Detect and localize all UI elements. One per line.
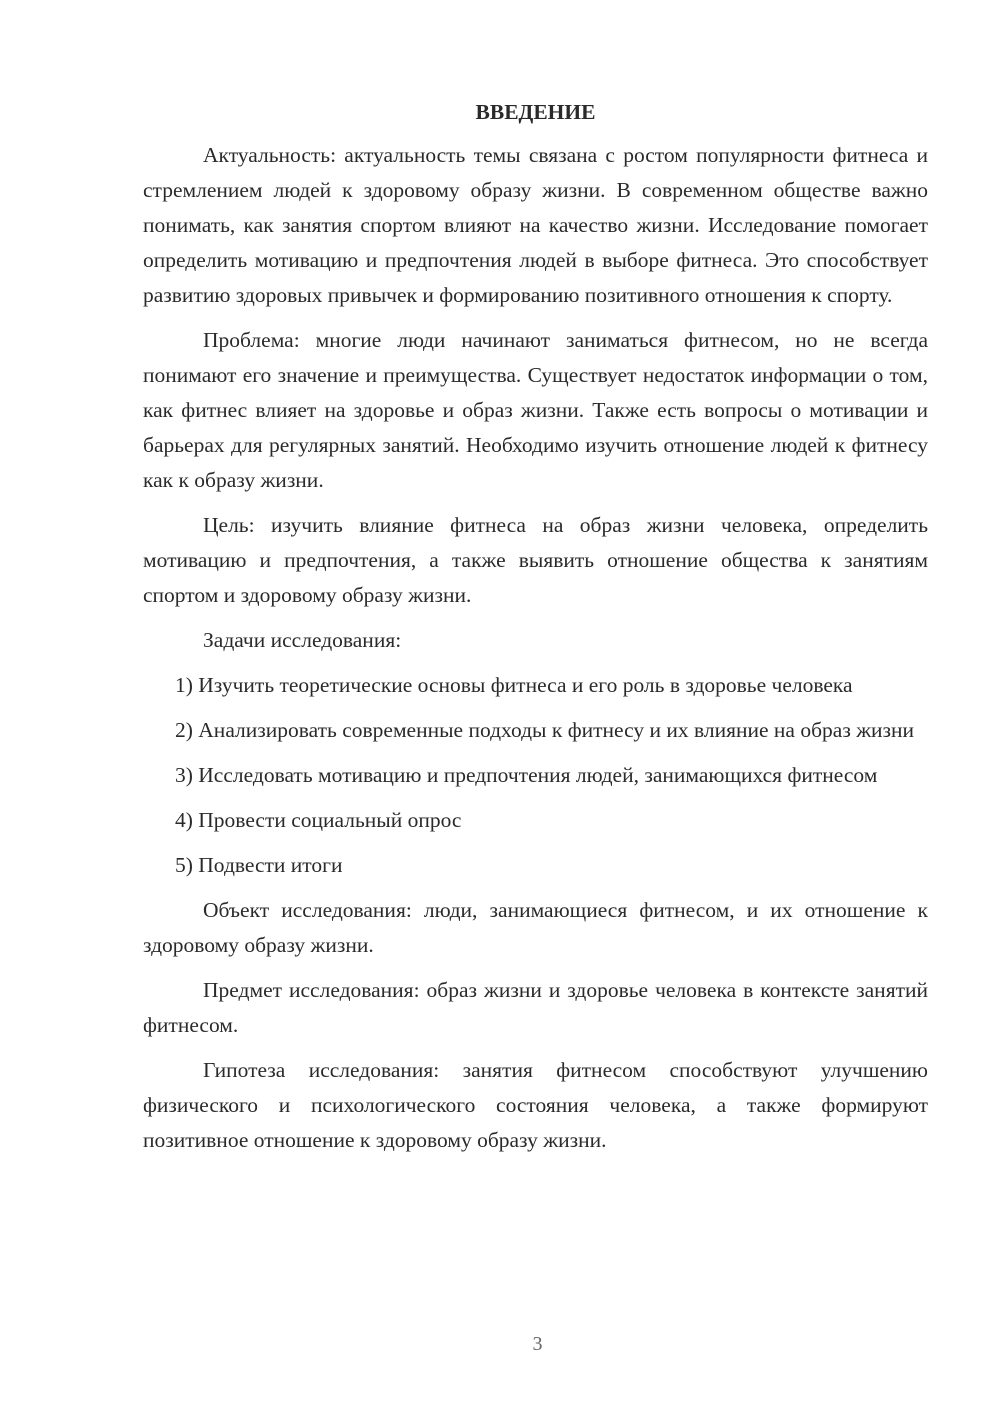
task-item-1: 1) Изучить теоретические основы фитнеса и его роль в здоровье человека bbox=[175, 673, 853, 697]
hypothesis-paragraph: Гипотеза исследования: занятия фитнесом способствуют улучшению физического и психологического состояния человека, а также формируют позитивное отношение к здоровому образу жизни. bbox=[143, 1058, 928, 1152]
task-item-2: 2) Анализировать современные подходы к фитнесу и их влияние на образ жизни bbox=[175, 718, 915, 742]
tasks-heading: Задачи исследования: bbox=[203, 628, 402, 652]
goal-paragraph: Цель: изучить влияние фитнеса на образ жизни человека, определить мотивацию и предпочтения, а также выявить отношение общества к занятиям спортом и здоровому образу жизни. bbox=[143, 513, 928, 607]
page-number: 3 bbox=[532, 1333, 543, 1355]
task-item-4: 4) Провести социальный опрос bbox=[175, 808, 462, 832]
subject-paragraph: Предмет исследования: образ жизни и здоровье человека в контексте занятий фитнесом. bbox=[143, 978, 928, 1037]
problem-paragraph: Проблема: многие люди начинают заниматься фитнесом, но не всегда понимают его значение и преимущества. Существует недостаток информации о том, как фитнес влияет на здоровье и образ жизни. Также есть вопросы о мотивации и барьерах для регулярных занятий. Необходимо изучить отношение людей к фитнесу как к образу жизни. bbox=[143, 328, 928, 492]
object-paragraph: Объект исследования: люди, занимающиеся фитнесом, и их отношение к здоровому образу жизни. bbox=[143, 898, 928, 957]
relevance-paragraph: Актуальность: актуальность темы связана с ростом популярности фитнеса и стремлением людей к здоровому образу жизни. В современном обществе важно понимать, как занятия спортом влияют на качество жизни. Исследование помогает определить мотивацию и предпочтения людей в выборе фитнеса. Это способствует развитию здоровых привычек и формированию позитивного отношения к спорту. bbox=[143, 143, 928, 307]
task-item-5: 5) Подвести итоги bbox=[175, 853, 343, 877]
page-title: ВВЕДЕНИЕ bbox=[475, 100, 596, 124]
page-content bbox=[143, 95, 928, 1168]
task-item-3: 3) Исследовать мотивацию и предпочтения людей, занимающихся фитнесом bbox=[175, 763, 878, 787]
